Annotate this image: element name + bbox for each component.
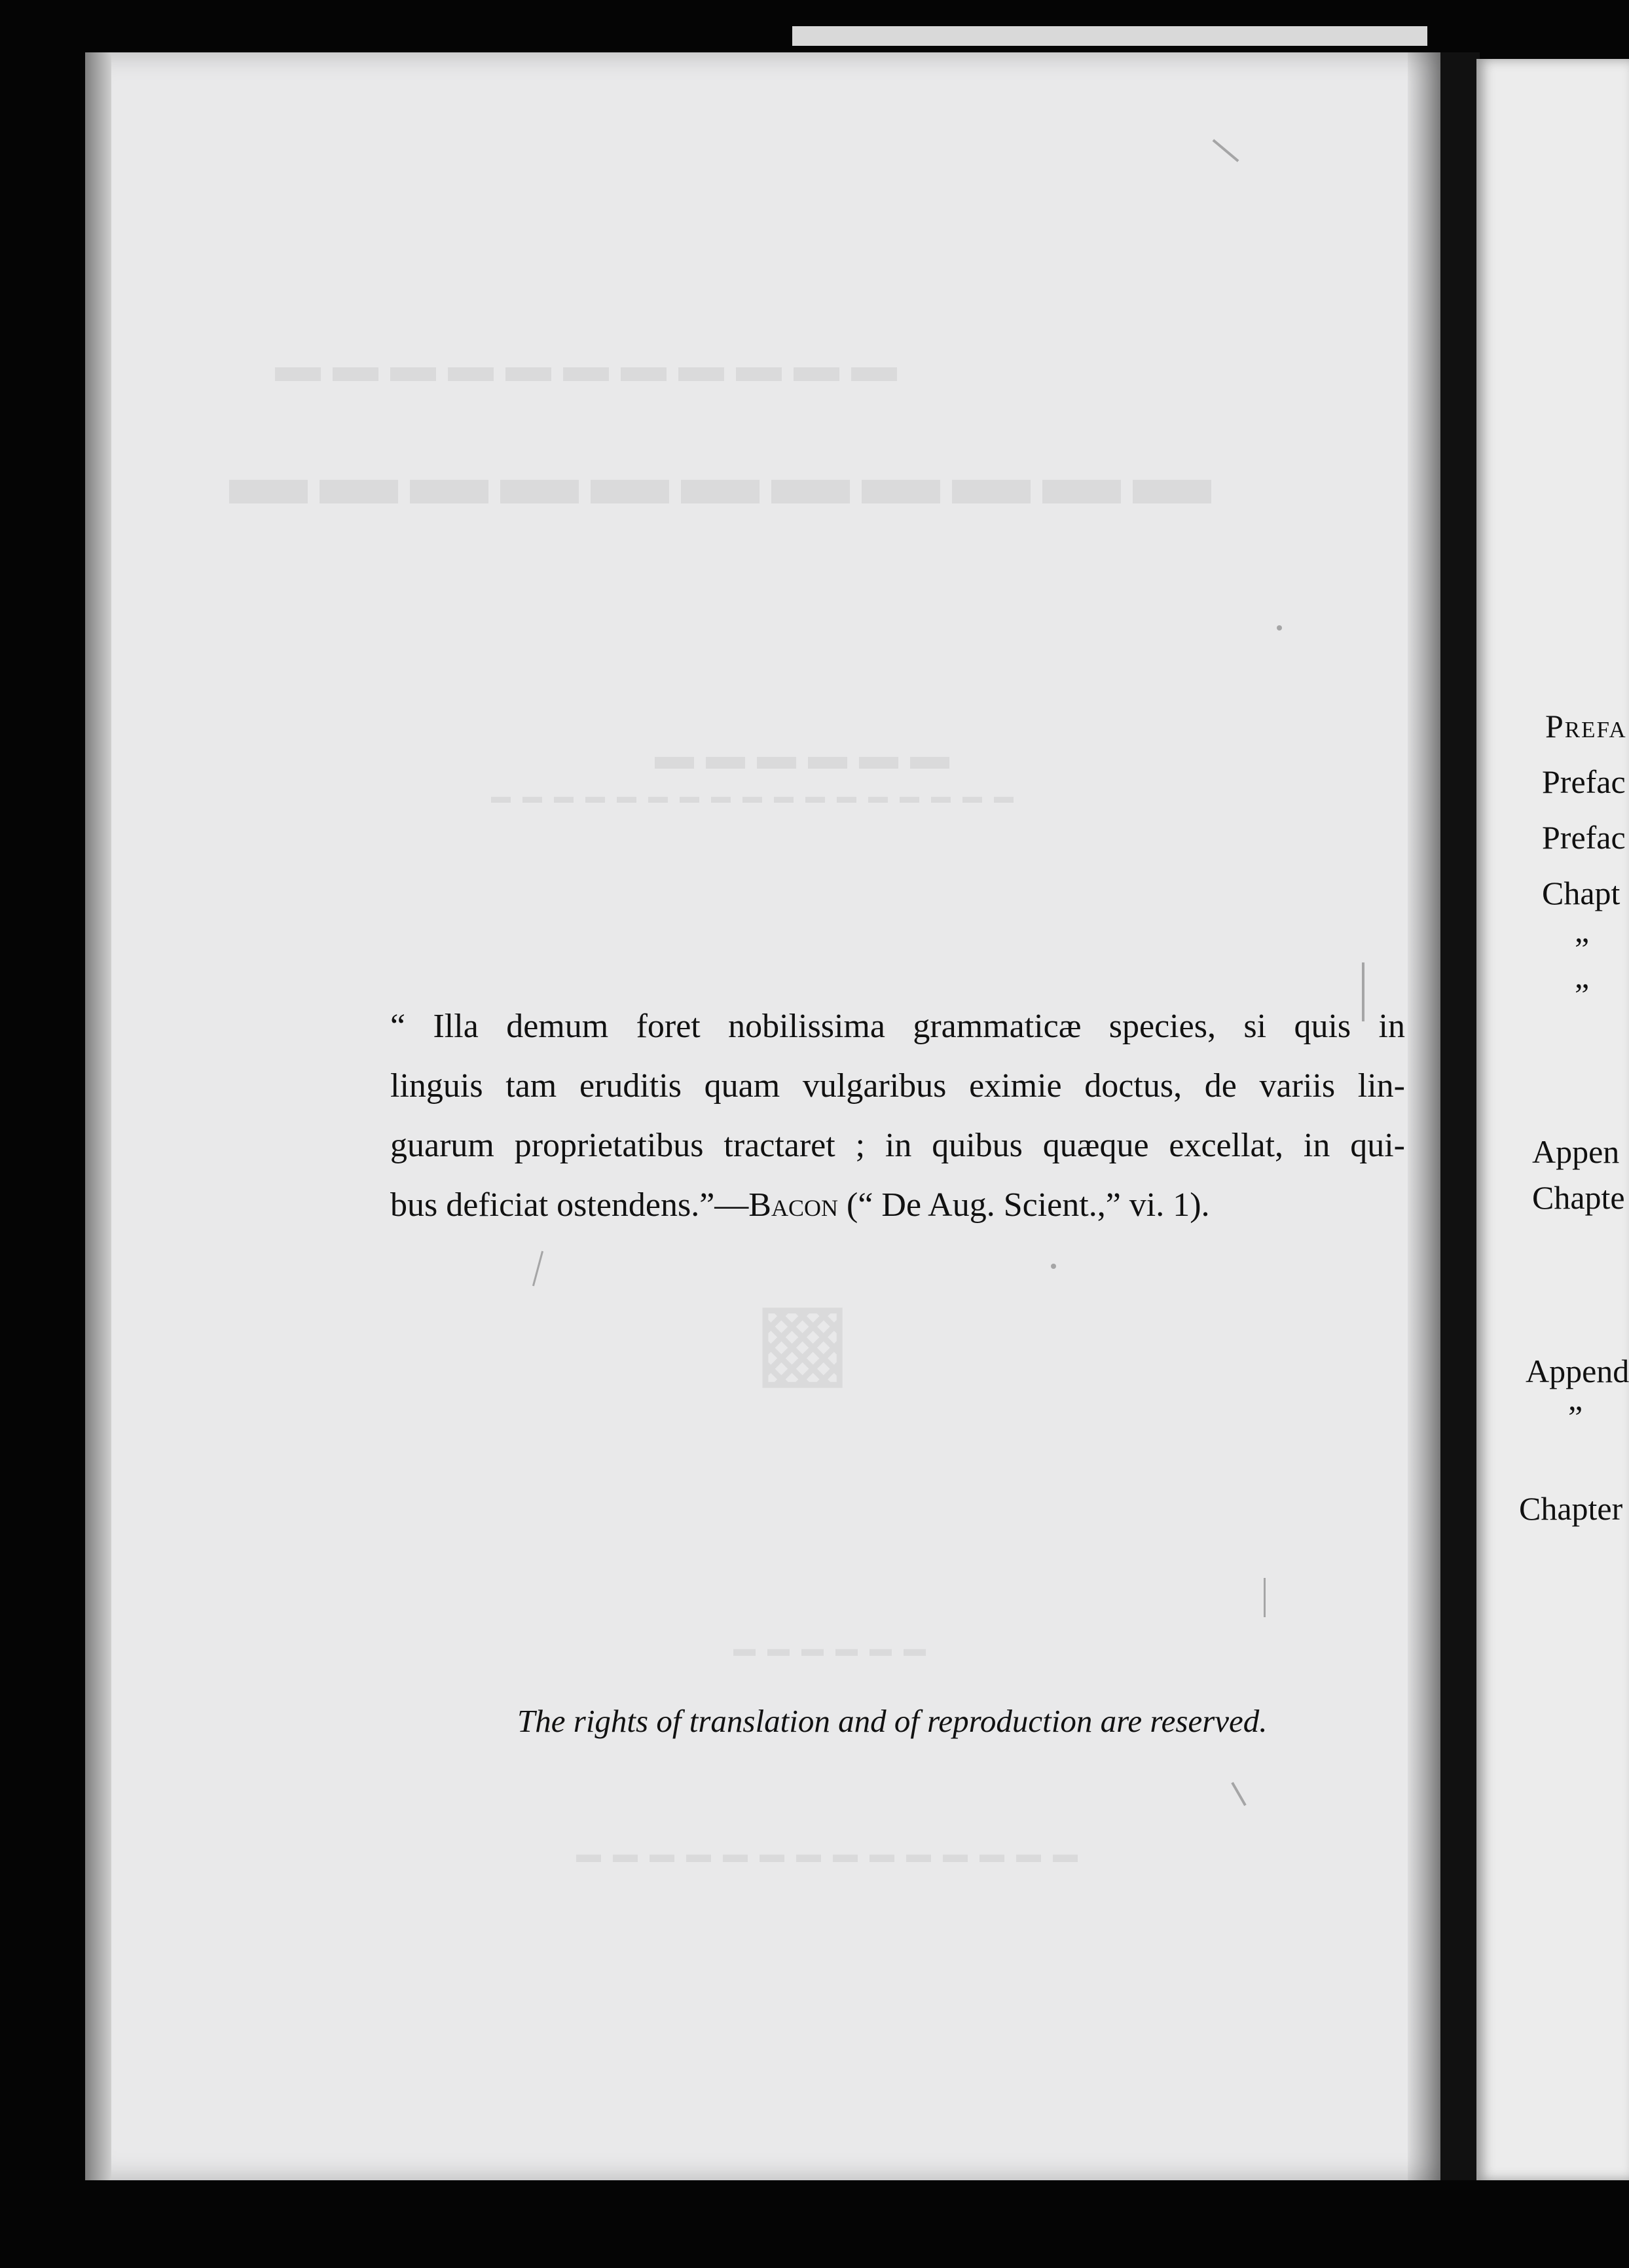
show-through-band: ▬▬▬▬▬▬ bbox=[655, 734, 961, 777]
rights-notice: The rights of translation and of reproduction are reserved. bbox=[517, 1703, 1268, 1739]
toc-entry: Chapte bbox=[1532, 1179, 1625, 1216]
toc-entry: Prefa bbox=[1545, 708, 1627, 744]
book-gutter bbox=[1440, 52, 1480, 2180]
show-through-band: ▬▬▬▬▬▬▬▬▬▬▬ bbox=[275, 341, 909, 392]
show-through-band: ▬▬▬▬▬▬▬▬▬▬▬▬▬▬▬▬▬ bbox=[491, 786, 1025, 807]
quote-citation: (“ De Aug. Scient.,” vi. 1). bbox=[838, 1186, 1210, 1224]
scan-scratch bbox=[1264, 1578, 1266, 1617]
toc-entry: ” bbox=[1575, 976, 1590, 1013]
toc-entry: ” bbox=[1568, 1399, 1583, 1435]
quote-line: guarum proprietatibus tractaret ; in quibus quæque excellat, in qui- bbox=[390, 1127, 1405, 1164]
toc-entry: Prefac bbox=[1542, 763, 1626, 800]
quote-attribution: Bacon bbox=[748, 1186, 838, 1224]
toc-entry: Append bbox=[1526, 1353, 1629, 1389]
quote-line: “ Illa demum foret nobilissima grammaticæ species, si quis in bbox=[390, 1008, 1405, 1045]
toc-entry: ” bbox=[1575, 930, 1590, 967]
show-through-band: ▬▬▬▬▬▬▬▬▬▬▬▬▬▬ bbox=[576, 1840, 1089, 1868]
toc-entry: Appen bbox=[1532, 1133, 1620, 1170]
show-through-band: ▬▬▬▬▬▬ bbox=[733, 1637, 938, 1661]
page-left-edge bbox=[85, 52, 111, 2180]
epigraph-quote bbox=[390, 997, 1405, 1235]
page-top-strip bbox=[792, 26, 1427, 46]
toc-entry: Prefac bbox=[1542, 819, 1626, 856]
show-through-band: ▬▬▬▬▬▬▬▬▬▬▬ bbox=[229, 433, 1223, 521]
toc-entry: Chapt bbox=[1542, 875, 1620, 911]
scan-speck bbox=[1277, 625, 1282, 631]
facing-page bbox=[1476, 59, 1629, 2180]
quote-line-last bbox=[390, 1175, 1405, 1235]
scan-speck bbox=[1051, 1264, 1056, 1269]
show-through-device: ▩ bbox=[753, 1281, 852, 1398]
quote-text: bus deficiat ostendens.”— bbox=[390, 1186, 749, 1224]
toc-entry: Chapter bbox=[1519, 1490, 1623, 1527]
quote-line: linguis tam eruditis quam vulgaribus eximie doctus, de variis lin- bbox=[390, 1067, 1405, 1105]
